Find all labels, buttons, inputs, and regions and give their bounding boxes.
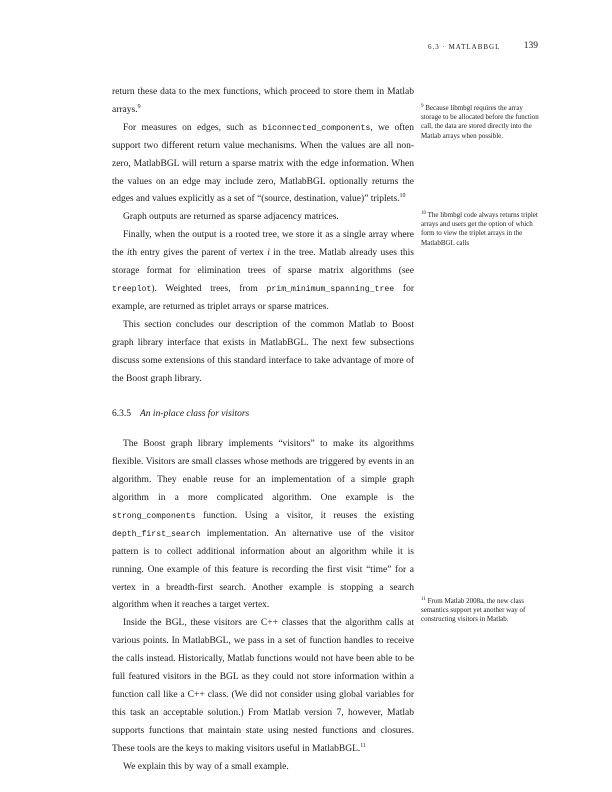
paragraph-4: Finally, when the output is a rooted tree, we store it as a single array where the ith entry gives the parent of vertex i in the tree. Matlab already uses this storage format for elimination trees of sparse matrix algorithms (see treeplot). Weighted trees, from prim_minimum_spanning_tree for example, are returned as triplet arrays or sparse matrices. xyxy=(112,230,415,312)
subsection-number: 6.3.5 xyxy=(112,409,131,420)
paragraph-7: Inside the BGL, these visitors are C++ classes that the algorithm calls at various points. In MatlabBGL, we pass in a set of function handles to receive the calls instead. Historically, Matlab functions would not have been able to be full featured visitors in the BGL as they could not store information within a function call like a C++ class. (We did not consider using global variables for this task an acceptable solution.) From Matlab version 7, however, Matlab supports functions that maintain state using nested functions and closures. These tools are the keys to making visitors useful in MatlabBGL.$^{11}$ xyxy=(112,618,414,754)
paragraph-2: For measures on edges, such as biconnected_components, we often support two different return value mechanisms. When the values are all non-zero, MatlabBGL will return a sparse matrix with the edge information. When the values on an edge may include zero, MatlabBGL optionally returns the edges and values explicitly as a set of “(source, destination, value)” triplets.$^{10}$ xyxy=(112,122,414,205)
code-inline: depth_first_search xyxy=(112,529,201,539)
running-header xyxy=(428,41,538,55)
code-inline: prim_minimum_spanning_tree xyxy=(266,284,395,294)
code-inline: biconnected_components xyxy=(262,123,371,133)
footnote-ref-11: 11 xyxy=(360,742,367,749)
page-number: 139 xyxy=(523,41,538,51)
paragraph-6: The Boost graph library implements “visitors” to make its algorithms flexible. Visitors are small classes whose methods are triggered by events in an algorithm. They enable reuse for an implementation of a simple graph algorithm in a more complicated algorithm. One example is the strong_components function. Using a visitor, it reuses the existing depth_first_search implementation. An alternative use of the visitor pattern is to collect additional information about an algorithm while it is running. One example of this feature is recording the first visit “time” for a vertex in a breadth-first search. Another example is stopping a search algorithm when it reaches a target vertex. xyxy=(112,439,414,611)
header-section-title: 6.3 · MATLABBGL xyxy=(428,43,501,51)
paragraph-3: Graph outputs are returned as sparse adjacency matrices. xyxy=(123,212,339,223)
paragraph-5: This section concludes our description of the common Matlab to Boost graph library interface that exists in MatlabBGL. The next few subsections discuss some extensions of this standard interface to take advantage of more of the Boost graph library. xyxy=(112,319,414,384)
footnote-ref-9: 9 xyxy=(137,103,141,110)
subsection-heading xyxy=(112,406,414,424)
paragraph-8: We explain this by way of a small example. xyxy=(123,761,289,772)
main-text-column xyxy=(112,84,414,777)
paragraph-1: return these data to the mex functions, which proceed to store them in Matlab arrays.$^9$ xyxy=(112,87,414,115)
sidenote-10: $^{10}$ The libmbgl code always returns triplet arrays and users get the option of which form to view the triplet arrays in the MatlabBGL calls xyxy=(421,211,538,247)
sidenote-9: $^9$ Because libmbgl requires the array storage to be allocated before the function call, the data are stored directly into the Matlab arrays when possible. xyxy=(421,104,539,140)
code-inline: treeplot xyxy=(112,284,152,294)
subsection-title: An in-place class for visitors xyxy=(140,409,250,420)
footnote-ref-10: 10 xyxy=(399,193,406,200)
sidenote-11: $^{11}$ From Matlab 2008a, the new class semantics support yet another way of constructing visitors in Matlab. xyxy=(421,597,526,624)
code-inline: strong_components xyxy=(112,511,196,521)
